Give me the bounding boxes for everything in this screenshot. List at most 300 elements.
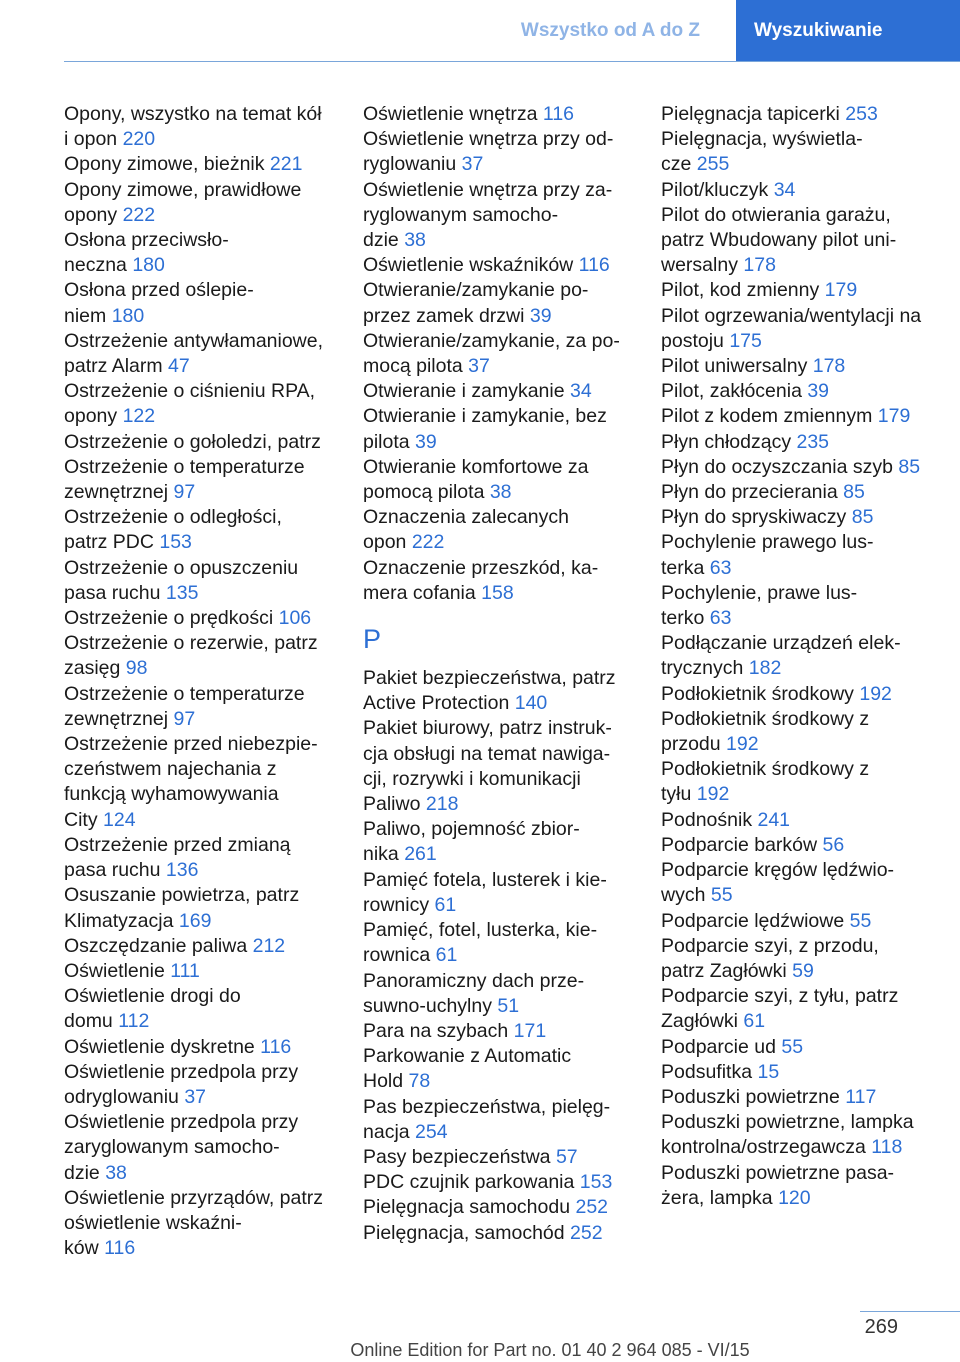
index-entry bbox=[661, 127, 951, 177]
index-entry bbox=[661, 203, 951, 279]
index-entry-term: Podnośnik bbox=[661, 808, 758, 831]
page-reference-link[interactable]: 38 bbox=[404, 229, 426, 252]
index-entry-text bbox=[661, 656, 951, 681]
page-reference-link[interactable]: 171 bbox=[513, 1019, 547, 1042]
page-reference-link[interactable]: 212 bbox=[252, 934, 286, 957]
page-reference-link[interactable]: 182 bbox=[748, 657, 782, 680]
index-entry-text bbox=[363, 1019, 653, 1044]
page-reference-link[interactable]: 222 bbox=[122, 203, 156, 226]
index-entry-text bbox=[64, 379, 354, 404]
page-reference-link[interactable]: 255 bbox=[696, 153, 730, 176]
index-entry bbox=[661, 505, 951, 530]
index-entry bbox=[661, 1060, 951, 1085]
index-entry-text bbox=[363, 455, 653, 480]
page-reference-link[interactable]: 15 bbox=[757, 1060, 780, 1083]
index-entry bbox=[363, 817, 653, 867]
index-entry-text bbox=[363, 379, 653, 404]
index-entry bbox=[363, 792, 653, 817]
index-entry-term: Ostrzeżenie o rezerwie, patrz bbox=[64, 632, 318, 655]
page-reference-link[interactable]: 55 bbox=[781, 1035, 804, 1058]
index-entry-term: zewnętrznej bbox=[64, 481, 174, 504]
index-entry-term: Podłączanie urządzeń elek- bbox=[661, 632, 901, 655]
index-entry-term: Parkowanie z Automatic bbox=[363, 1045, 572, 1068]
index-entry-text bbox=[64, 329, 354, 354]
index-entry-text bbox=[661, 757, 951, 782]
index-entry-text bbox=[363, 1195, 653, 1220]
index-entry-term: dzie bbox=[64, 1161, 106, 1184]
index-entry-text bbox=[363, 943, 653, 968]
index-entry-term: suwno-uchylny bbox=[363, 994, 498, 1017]
index-entry-text bbox=[64, 455, 354, 480]
index-entry-text bbox=[363, 1221, 653, 1246]
index-entry-term: Ostrzeżenie o temperaturze bbox=[64, 455, 305, 478]
page-reference-link[interactable]: 37 bbox=[184, 1085, 207, 1108]
index-entry-text bbox=[64, 984, 354, 1009]
index-entry bbox=[363, 918, 653, 968]
index-entry-text bbox=[363, 178, 653, 203]
index-entry-text bbox=[661, 430, 951, 455]
index-entry bbox=[661, 1035, 951, 1060]
index-entry-text bbox=[363, 969, 653, 994]
index-letter-heading: P bbox=[363, 624, 382, 655]
index-entry-text bbox=[64, 1009, 354, 1034]
index-entry-term: Pilot/kluczyk bbox=[661, 178, 774, 201]
index-entry-text bbox=[64, 127, 354, 152]
index-entry bbox=[363, 666, 653, 716]
index-entry-term: tyłu bbox=[661, 783, 697, 806]
index-entry-text bbox=[363, 102, 653, 127]
index-entry bbox=[661, 858, 951, 908]
index-entry-term: Płyn do oczyszczania szyb bbox=[661, 455, 899, 478]
index-entry-text bbox=[363, 842, 653, 867]
index-entry-text bbox=[661, 1009, 951, 1034]
page-reference-link[interactable]: 57 bbox=[555, 1145, 578, 1168]
index-entry-term: patrz Wbudowany pilot uni- bbox=[661, 229, 897, 252]
index-entry bbox=[661, 833, 951, 858]
page-reference-link[interactable]: 116 bbox=[578, 254, 610, 277]
page-reference-link[interactable]: 97 bbox=[173, 481, 196, 504]
index-entry bbox=[661, 631, 951, 681]
index-entry-text bbox=[64, 1060, 354, 1085]
page-reference-link[interactable]: 37 bbox=[461, 153, 484, 176]
page-reference-link[interactable]: 59 bbox=[792, 959, 814, 982]
index-entry-term: Osuszanie powietrza, patrz bbox=[64, 884, 300, 907]
index-entry bbox=[64, 1060, 354, 1110]
index-entry-term: nacja bbox=[363, 1120, 416, 1143]
index-entry-text bbox=[64, 959, 354, 984]
index-entry bbox=[363, 1044, 653, 1094]
index-entry bbox=[363, 1019, 653, 1044]
index-entry bbox=[64, 631, 354, 681]
index-entry-text bbox=[64, 934, 354, 959]
index-entry bbox=[64, 934, 354, 959]
index-entry-term: Pas bezpieczeństwa, pielęg- bbox=[363, 1095, 611, 1118]
index-entry-text bbox=[363, 228, 653, 253]
index-entry-term: przodu bbox=[661, 733, 727, 756]
index-entry bbox=[363, 329, 653, 379]
index-entry bbox=[64, 379, 354, 429]
page-reference-link[interactable]: 106 bbox=[278, 607, 312, 630]
index-entry-text bbox=[64, 102, 354, 127]
index-entry-text bbox=[363, 742, 653, 767]
page-reference-link[interactable]: 51 bbox=[497, 994, 520, 1017]
page-reference-link[interactable]: 192 bbox=[859, 682, 892, 705]
index-entry-term: Osłona przed oślepie- bbox=[64, 279, 254, 302]
index-entry-term: Pilot uniwersalny bbox=[661, 355, 813, 378]
index-entry-term: Otwieranie i zamykanie bbox=[363, 380, 570, 403]
page-reference-link[interactable]: 118 bbox=[871, 1136, 903, 1159]
index-entry-term: mera cofania bbox=[363, 581, 482, 604]
index-entry-text bbox=[661, 707, 951, 732]
index-entry bbox=[363, 455, 653, 505]
index-entry-term: patrz Alarm bbox=[64, 355, 169, 378]
index-entry bbox=[363, 178, 653, 254]
index-entry-text bbox=[64, 228, 354, 253]
index-entry bbox=[64, 682, 354, 732]
index-entry-text bbox=[661, 1135, 951, 1160]
page-reference-link[interactable]: 192 bbox=[696, 783, 730, 806]
page-reference-link[interactable]: 153 bbox=[159, 531, 192, 554]
index-entry-text bbox=[64, 253, 354, 278]
page-reference-link[interactable]: 192 bbox=[726, 733, 759, 756]
index-entry-text bbox=[64, 606, 354, 631]
index-entry-term: Ostrzeżenie o opuszczeniu bbox=[64, 556, 299, 579]
index-entry-term: rownicy bbox=[363, 893, 435, 916]
index-entry bbox=[661, 934, 951, 984]
index-entry bbox=[64, 1186, 354, 1262]
page-reference-link[interactable]: 222 bbox=[411, 531, 445, 554]
index-entry bbox=[363, 102, 653, 127]
index-entry-term: Otwieranie/zamykanie, za po- bbox=[363, 329, 620, 352]
index-entry-text bbox=[661, 1186, 951, 1211]
index-entry-term: Oświetlenie drogi do bbox=[64, 985, 241, 1008]
index-entry bbox=[64, 152, 354, 177]
page-reference-link[interactable]: 47 bbox=[168, 355, 190, 378]
index-entry-term: Ostrzeżenie przed niebezpie- bbox=[64, 733, 318, 756]
index-entry-text bbox=[661, 631, 951, 656]
index-entry-text bbox=[64, 656, 354, 681]
index-entry-text bbox=[661, 682, 951, 707]
page-reference-link[interactable]: 218 bbox=[425, 793, 459, 816]
index-entry bbox=[661, 304, 951, 354]
index-entry-term: Ostrzeżenie o gołoledzi, patrz bbox=[64, 430, 321, 453]
index-entry bbox=[661, 984, 951, 1034]
index-entry-term: Active Protection bbox=[363, 692, 515, 715]
page-reference-link[interactable]: 116 bbox=[542, 103, 575, 125]
page-reference-link[interactable]: 56 bbox=[822, 833, 845, 856]
index-entry-text bbox=[64, 203, 354, 228]
page-reference-link[interactable]: 120 bbox=[778, 1186, 811, 1209]
page-reference-link[interactable]: 85 bbox=[843, 481, 865, 504]
index-entry-term: ków bbox=[64, 1237, 105, 1260]
index-entry bbox=[363, 278, 653, 328]
index-entry-text bbox=[64, 480, 354, 505]
index-entry-term: Oświetlenie przedpola przy bbox=[64, 1060, 299, 1083]
index-entry-text bbox=[661, 858, 951, 883]
index-entry-text bbox=[661, 102, 951, 127]
page-reference-link[interactable]: 38 bbox=[105, 1161, 127, 1184]
index-entry-term: Pilot z kodem zmiennym bbox=[661, 405, 878, 428]
index-entry-term: Pochylenie prawego lus- bbox=[661, 531, 874, 554]
index-entry bbox=[363, 127, 653, 177]
index-entry-term: terka bbox=[661, 556, 710, 579]
index-entry-term: Podłokietnik środkowy z bbox=[661, 707, 870, 730]
page-reference-link[interactable]: 55 bbox=[710, 884, 733, 907]
index-entry bbox=[661, 581, 951, 631]
index-entry-text bbox=[661, 606, 951, 631]
page-reference-link[interactable]: 135 bbox=[165, 581, 199, 604]
index-entry-text bbox=[64, 278, 354, 303]
index-entry-term: mocą pilota bbox=[363, 355, 469, 378]
index-entry-term: zasięg bbox=[64, 657, 126, 680]
page-reference-link[interactable]: 111 bbox=[170, 959, 200, 982]
index-entry-term: Pakiet bezpieczeństwa, patrz bbox=[363, 667, 616, 690]
index-entry bbox=[64, 556, 354, 606]
index-entry-term: terko bbox=[661, 607, 710, 630]
index-entry-text bbox=[363, 430, 653, 455]
index-entry-term: Oznaczenia zalecanych bbox=[363, 506, 569, 529]
index-entry-text bbox=[661, 203, 951, 228]
index-entry-text bbox=[363, 404, 653, 429]
index-entry-text bbox=[661, 480, 951, 505]
index-entry-text bbox=[64, 883, 354, 908]
index-entry bbox=[661, 379, 951, 404]
index-entry-text bbox=[64, 909, 354, 934]
index-entry bbox=[661, 530, 951, 580]
index-entry-text bbox=[363, 716, 653, 741]
index-entry bbox=[363, 969, 653, 1019]
page-reference-link[interactable]: 180 bbox=[132, 254, 165, 277]
page-reference-link[interactable]: 38 bbox=[489, 481, 512, 504]
index-entry-term: Pakiet biurowy, patrz instruk- bbox=[363, 717, 612, 740]
index-entry-term: Opony, wszystko na temat kół bbox=[64, 103, 322, 125]
page-reference-link[interactable]: 261 bbox=[404, 843, 437, 866]
index-entry-term: Pasy bezpieczeństwa bbox=[363, 1145, 556, 1168]
page-reference-link[interactable]: 179 bbox=[824, 279, 858, 302]
page-reference-link[interactable]: 98 bbox=[125, 657, 148, 680]
index-entry-term: Pilot ogrzewania/wentylacji na bbox=[661, 304, 922, 327]
index-entry-text bbox=[363, 767, 653, 792]
page-reference-link[interactable]: 178 bbox=[812, 355, 846, 378]
page-reference-link[interactable]: 34 bbox=[773, 178, 796, 201]
index-entry-text bbox=[661, 1060, 951, 1085]
index-entry-text bbox=[363, 505, 653, 530]
index-entry-term: ryglowanym samocho- bbox=[363, 203, 559, 226]
page-reference-link[interactable]: 61 bbox=[743, 1010, 766, 1033]
index-entry bbox=[64, 606, 354, 631]
index-entry-text bbox=[64, 556, 354, 581]
page-reference-link[interactable]: 61 bbox=[434, 893, 457, 916]
index-entry-text bbox=[661, 808, 951, 833]
index-entry-text bbox=[363, 893, 653, 918]
page-reference-link[interactable]: 34 bbox=[570, 380, 592, 403]
index-entry-text bbox=[363, 691, 653, 716]
index-entry-term: Poduszki powietrzne, lampka bbox=[661, 1111, 914, 1134]
index-entry-term: Ostrzeżenie przed zmianą bbox=[64, 833, 291, 856]
page-reference-link[interactable]: 122 bbox=[122, 405, 156, 428]
index-entry-text bbox=[363, 354, 653, 379]
index-entry bbox=[363, 253, 653, 278]
index-entry-term: domu bbox=[64, 1010, 119, 1033]
index-entry-term: patrz Zagłówki bbox=[661, 959, 793, 982]
index-entry-text bbox=[661, 984, 951, 1009]
page-reference-link[interactable]: 85 bbox=[898, 455, 921, 478]
index-entry-term: opon bbox=[363, 531, 412, 554]
index-entry-term: pilota bbox=[363, 430, 416, 453]
index-entry bbox=[64, 883, 354, 933]
index-entry-term: trycznych bbox=[661, 657, 749, 680]
page-reference-link[interactable]: 124 bbox=[103, 808, 136, 831]
index-entry bbox=[64, 430, 354, 506]
index-entry-text bbox=[363, 556, 653, 581]
index-entry-term: czeństwem najechania z bbox=[64, 758, 277, 781]
page-reference-link[interactable]: 179 bbox=[877, 405, 911, 428]
index-entry-text bbox=[363, 817, 653, 842]
index-entry-term: Pilot, zakłócenia bbox=[661, 380, 808, 403]
index-entry bbox=[64, 102, 354, 152]
page-reference-link[interactable]: 63 bbox=[709, 607, 732, 630]
index-entry-term: funkcją wyhamowywania bbox=[64, 783, 279, 806]
index-entry-term: Otwieranie komfortowe za bbox=[363, 455, 589, 478]
index-entry-term: postoju bbox=[661, 329, 730, 352]
index-entry-text bbox=[363, 1145, 653, 1170]
index-entry-text bbox=[363, 1095, 653, 1120]
index-entry bbox=[661, 909, 951, 934]
page-reference-link[interactable]: 116 bbox=[104, 1237, 136, 1260]
page-reference-link[interactable]: 116 bbox=[260, 1035, 292, 1058]
index-entry bbox=[64, 959, 354, 984]
index-entry bbox=[363, 404, 653, 454]
index-entry-text bbox=[363, 152, 653, 177]
index-entry-term: Pamięć, fotel, lusterka, kie- bbox=[363, 919, 598, 942]
index-entry-text bbox=[661, 1110, 951, 1135]
index-entry bbox=[363, 505, 653, 555]
index-entry-text bbox=[363, 1120, 653, 1145]
page-reference-link[interactable]: 158 bbox=[481, 581, 514, 604]
index-entry bbox=[64, 833, 354, 883]
index-entry-term: przez zamek drzwi bbox=[363, 304, 530, 327]
page-reference-link[interactable]: 252 bbox=[570, 1221, 603, 1244]
page-reference-link[interactable]: 175 bbox=[729, 329, 762, 352]
index-entry-term: Podłokietnik środkowy bbox=[661, 682, 860, 705]
index-entry-term: niem bbox=[64, 304, 112, 327]
page-reference-link[interactable]: 221 bbox=[269, 153, 303, 176]
index-entry-term: wych bbox=[661, 884, 711, 907]
page-reference-link[interactable]: 55 bbox=[849, 909, 872, 932]
index-entry-text bbox=[661, 909, 951, 934]
index-entry-term: Pilot, kod zmienny bbox=[661, 279, 825, 302]
index-entry bbox=[363, 1170, 653, 1195]
index-entry-text bbox=[661, 505, 951, 530]
index-entry bbox=[64, 984, 354, 1034]
breadcrumb[interactable]: Wszystko od A do Z bbox=[520, 20, 700, 41]
index-entry-term: Zagłówki bbox=[661, 1010, 744, 1033]
index-entry-text bbox=[661, 782, 951, 807]
page-reference-link[interactable]: 252 bbox=[575, 1196, 609, 1219]
index-entry bbox=[661, 1085, 951, 1110]
index-entry-text bbox=[64, 1110, 354, 1135]
index-entry-text bbox=[363, 304, 653, 329]
index-entry-text bbox=[661, 959, 951, 984]
edition-note: Online Edition for Part no. 01 40 2 964 085 - VI/15 bbox=[350, 1340, 750, 1360]
page-reference-link[interactable]: 241 bbox=[757, 808, 791, 831]
index-entry bbox=[661, 808, 951, 833]
page-reference-link[interactable]: 112 bbox=[118, 1010, 150, 1033]
index-entry-text bbox=[661, 329, 951, 354]
index-entry-text bbox=[363, 666, 653, 691]
page-reference-link[interactable]: 37 bbox=[468, 355, 490, 378]
index-entry-text bbox=[363, 581, 653, 606]
page-reference-link[interactable]: 78 bbox=[408, 1070, 431, 1093]
index-entry-text bbox=[661, 152, 951, 177]
index-entry bbox=[363, 379, 653, 404]
index-entry-term: Podparcie lędźwiowe bbox=[661, 909, 850, 932]
index-entry bbox=[661, 102, 951, 127]
index-entry-term: i opon bbox=[64, 128, 123, 151]
index-entry-text bbox=[661, 278, 951, 303]
page-reference-link[interactable]: 235 bbox=[796, 430, 830, 453]
index-entry-term: rownica bbox=[363, 944, 436, 967]
index-column-2 bbox=[363, 102, 653, 1246]
index-entry-term: Oświetlenie wnętrza przy za- bbox=[363, 178, 613, 201]
page-reference-link[interactable]: 136 bbox=[165, 859, 199, 882]
page-reference-link[interactable]: 117 bbox=[845, 1085, 877, 1108]
index-entry-term: City bbox=[64, 808, 103, 831]
index-entry-text bbox=[661, 304, 951, 329]
page-reference-link[interactable]: 97 bbox=[173, 707, 196, 730]
page-reference-link[interactable]: 85 bbox=[851, 506, 874, 529]
index-entry-text bbox=[661, 178, 951, 203]
index-entry-term: pasa ruchu bbox=[64, 581, 166, 604]
index-entry-text bbox=[661, 354, 951, 379]
page-reference-link[interactable]: 220 bbox=[122, 128, 156, 151]
page-reference-link[interactable]: 140 bbox=[514, 692, 548, 715]
index-entry-term: Podparcie barków bbox=[661, 833, 823, 856]
page-reference-link[interactable]: 61 bbox=[435, 944, 458, 967]
index-entry-term: Płyn do spryskiwaczy bbox=[661, 506, 852, 529]
index-entry-text bbox=[64, 1236, 354, 1261]
page-reference-link[interactable]: 153 bbox=[579, 1171, 613, 1194]
page-reference-link[interactable]: 180 bbox=[111, 304, 145, 327]
index-entry bbox=[661, 455, 951, 480]
page-reference-link[interactable]: 39 bbox=[807, 380, 830, 403]
index-entry-term: zaryglowanym samocho- bbox=[64, 1136, 280, 1159]
page-reference-link[interactable]: 178 bbox=[743, 254, 776, 277]
index-entry bbox=[661, 757, 951, 807]
page-reference-link[interactable]: 253 bbox=[845, 103, 878, 125]
index-entry-text bbox=[661, 379, 951, 404]
page-reference-link[interactable]: 254 bbox=[415, 1120, 448, 1143]
index-entry-text bbox=[661, 1085, 951, 1110]
index-entry-text bbox=[64, 732, 354, 757]
page-reference-link[interactable]: 39 bbox=[415, 430, 437, 453]
index-entry-term: żera, lampka bbox=[661, 1186, 779, 1209]
index-entry bbox=[363, 1195, 653, 1220]
index-entry-text bbox=[64, 1161, 354, 1186]
index-entry-term: PDC czujnik parkowania bbox=[363, 1171, 580, 1194]
index-entry-text bbox=[64, 808, 354, 833]
index-entry-text bbox=[661, 455, 951, 480]
index-entry-term: Ostrzeżenie o ciśnieniu RPA, bbox=[64, 380, 316, 403]
index-entry-term: ryglowaniu bbox=[363, 153, 462, 176]
section-tab[interactable]: Wyszukiwanie bbox=[736, 0, 960, 62]
index-entry-term: Oświetlenie wnętrza przy od- bbox=[363, 128, 614, 151]
index-entry-term: Płyn do przecierania bbox=[661, 481, 844, 504]
page-reference-link[interactable]: 63 bbox=[709, 556, 732, 579]
index-entry bbox=[661, 682, 951, 707]
page-reference-link[interactable]: 169 bbox=[178, 909, 212, 932]
page-reference-link[interactable]: 39 bbox=[529, 304, 552, 327]
